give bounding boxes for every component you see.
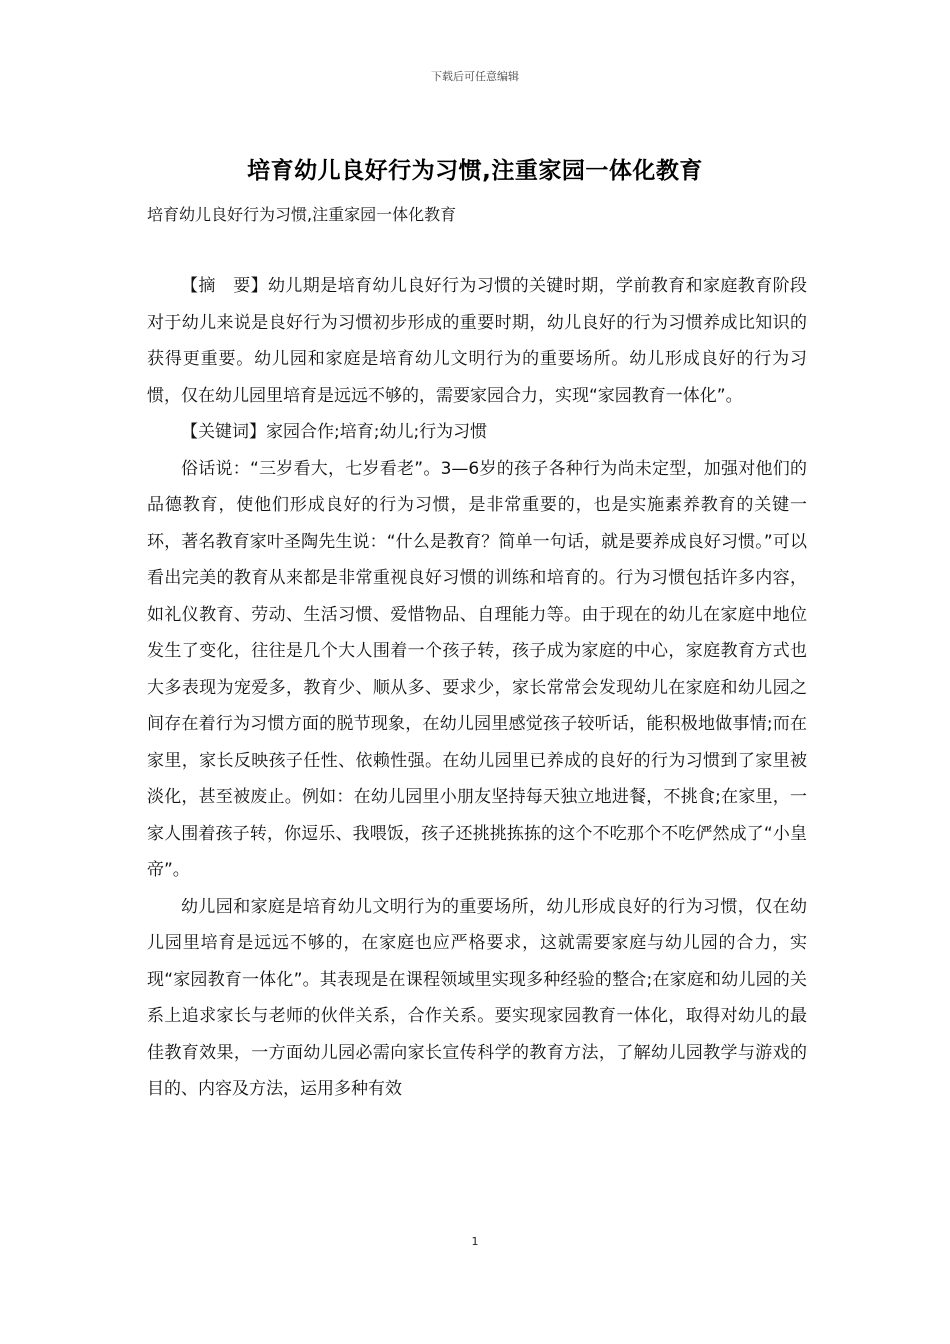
document-subtitle: 培育幼儿良好行为习惯,注重家园一体化教育 <box>147 205 457 224</box>
header-note: 下载后可任意编辑 <box>431 70 519 83</box>
document-body <box>147 268 807 1108</box>
document-title: 培育幼儿良好行为习惯,注重家园一体化教育 <box>247 158 703 184</box>
page-number: 1 <box>471 1235 479 1248</box>
body-paragraph: 幼儿园和家庭是培育幼儿文明行为的重要场所，幼儿形成良好的行为习惯，仅在幼儿园里培育是远远不够的，在家庭也应严格要求，这就需要家庭与幼儿园的合力，实现“家园教育一体化”。其表现是在课程领域里实现多种经验的整合;在家庭和幼儿园的关系上追求家长与老师的伙伴关系，合作关系。要实现家园教育一体化，取得对幼儿的最佳教育效果，一方面幼儿园必需向家长宣传科学的教育方法，了解幼儿园教学与游戏的目的、内容及方法，运用多种有效 <box>147 896 807 1099</box>
body-paragraph: 俗话说：“三岁看大，七岁看老”。3—6岁的孩子各种行为尚未定型，加强对他们的品德教育，使他们形成良好的行为习惯，是非常重要的，也是实施素养教育的关键一环，著名教育家叶圣陶先生说：“什么是教育？简单一句话，就是要养成良好习惯。”可以看出完美的教育从来都是非常重视良好习惯的训练和培育的。行为习惯包括许多内容，如礼仪教育、劳动、生活习惯、爱惜物品、自理能力等。由于现在的幼儿在家庭中地位发生了变化，往往是几个大人围着一个孩子转，孩子成为家庭的中心，家庭教育方式也大多表现为宠爱多，教育少、顺从多、要求少，家长常常会发现幼儿在家庭和幼儿园之间存在着行为习惯方面的脱节现象，在幼儿园里感觉孩子较听话，能积极地做事情;而在家里，家长反映孩子任性、依赖性强。在幼儿园里已养成的良好的行为习惯到了家里被淡化，甚至被废止。例如：在幼儿园里小朋友坚持每天独立地进餐，不挑食;在家里，一家人围着孩子转，你逗乐、我喂饭，孩子还挑挑拣拣的这个不吃那个不吃俨然成了“小皇帝”。 <box>147 458 807 880</box>
keywords-paragraph: 【关键词】家园合作;培育;幼儿;行为习惯 <box>181 422 488 442</box>
abstract-paragraph: 【摘 要】幼儿期是培育幼儿良好行为习惯的关键时期，学前教育和家庭教育阶段对于幼儿来说是良好行为习惯初步形成的重要时期，幼儿良好的行为习惯养成比知识的获得更重要。幼儿园和家庭是培育幼儿文明行为的重要场所。幼儿形成良好的行为习惯，仅在幼儿园里培育是远远不够的，需要家园合力，实现“家园教育一体化”。 <box>147 276 807 406</box>
